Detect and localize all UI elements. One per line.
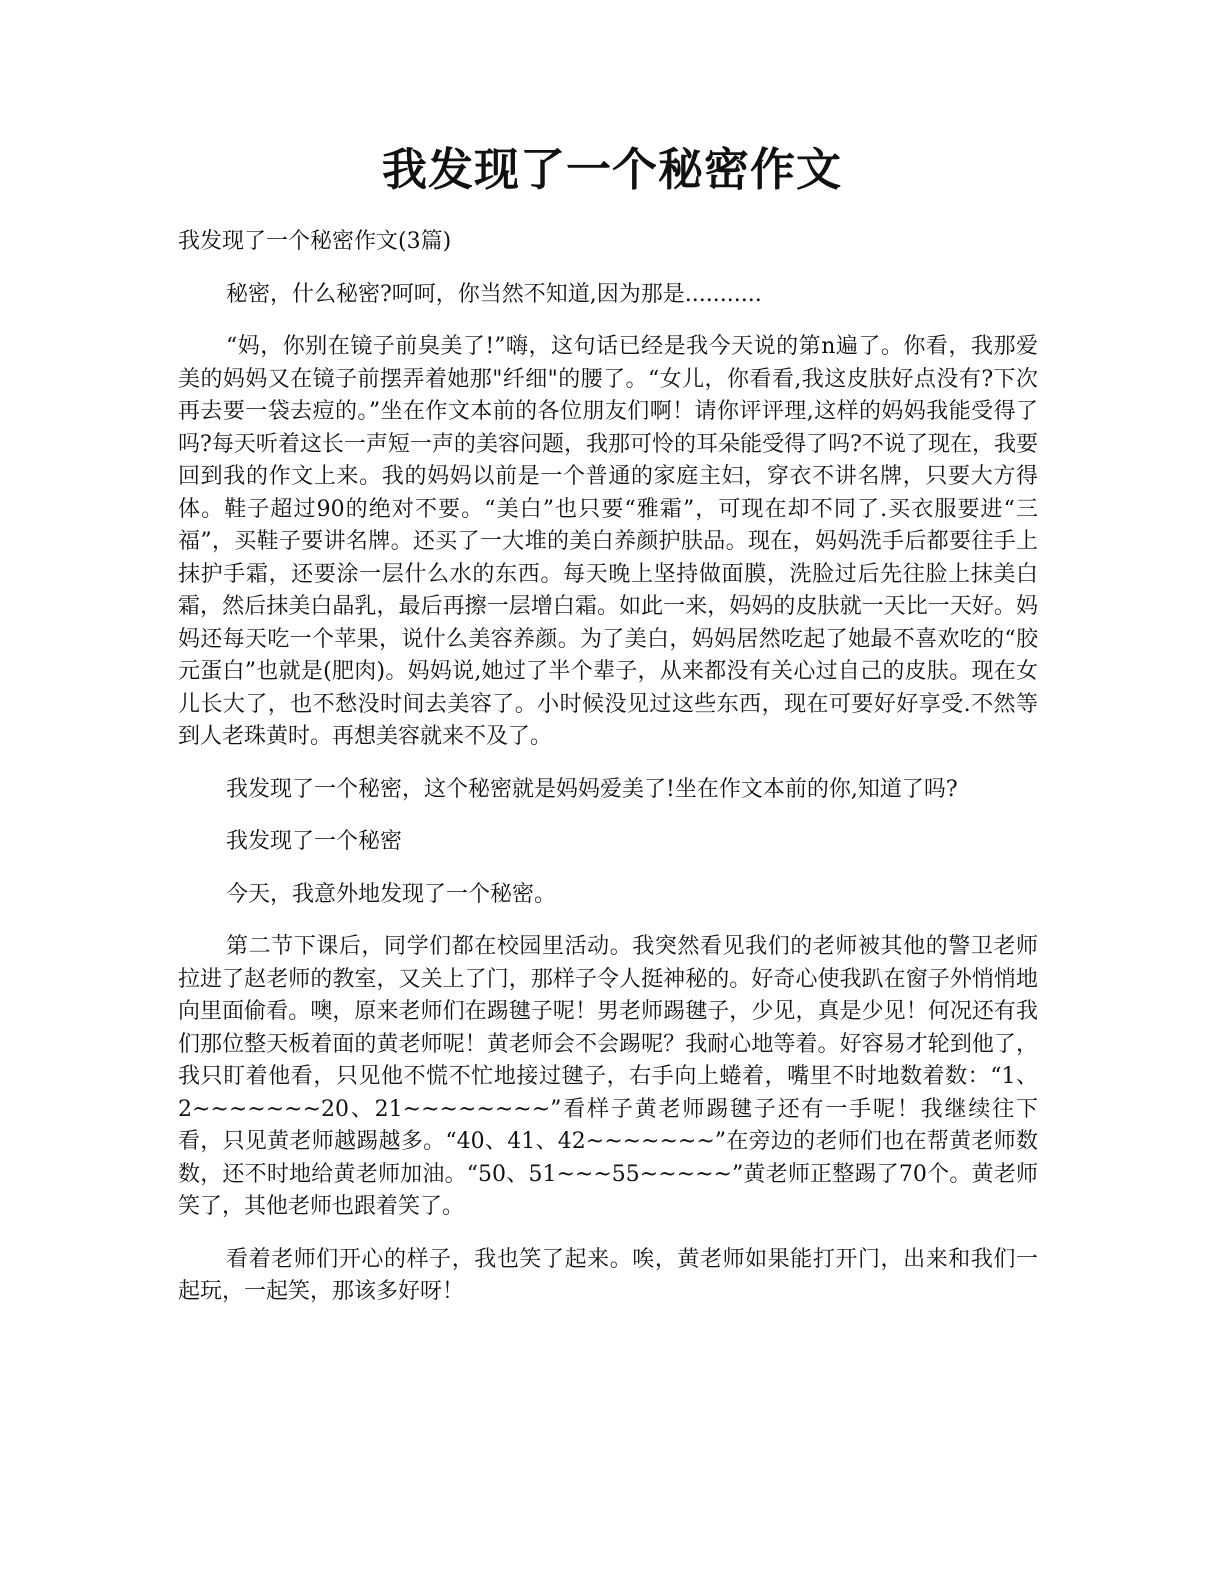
paragraph: 看着老师们开心的样子，我也笑了起来。唉，黄老师如果能打开门，出来和我们一起玩，一起笑，那该多好呀！	[178, 1246, 1038, 1304]
paragraph: “妈，你别在镜子前臭美了!”嗨，这句话已经是我今天说的第n遍了。你看，我那爱美的妈妈又在镜子前摆弄着她那"纤细"的腰了。“女儿，你看看,我这皮肤好点没有?下次再去要一袋去痘的。”坐在作文本前的各位朋友们啊！请你评评理,这样的妈妈我能受得了吗?每天听着这长一声短一声的美容问题，我那可怜的耳朵能受得了吗?不说了现在，我要回到我的作文上来。我的妈妈以前是一个普通的家庭主妇，穿衣不讲名牌，只要大方得体。鞋子超过90的绝对不要。“美白”也只要“雅霜”，可现在却不同了.买衣服要进“三福”，买鞋子要讲名牌。还买了一大堆的美白养颜护肤品。现在，妈妈洗手后都要往手上抹护手霜，还要涂一层什么水的东西。每天晚上坚持做面膜，洗脸过后先往脸上抹美白霜，然后抹美白晶乳，最后再擦一层增白霜。如此一来，妈妈的皮肤就一天比一天好。妈妈还每天吃一个苹果，说什么美容养颜。为了美白，妈妈居然吃起了她最不喜欢吃的“胶元蛋白”也就是(肥肉)。妈妈说,她过了半个辈子，从来都没有关心过自己的皮肤。现在女儿长大了，也不愁没时间去美容了。小时候没见过这些东西，现在可要好好享受.不然等到人老珠黄时。再想美容就来不及了。	[178, 334, 1038, 749]
document-subtitle: 我发现了一个秘密作文(3篇)	[178, 229, 452, 254]
paragraph: 第二节下课后，同学们都在校园里活动。我突然看见我们的老师被其他的警卫老师拉进了赵老师的教室，又关上了门，那样子令人挺神秘的。好奇心使我趴在窗子外悄悄地向里面偷看。噢，原来老师们在踢毽子呢！男老师踢毽子，少见，真是少见！何况还有我们那位整天板着面的黄老师呢！黄老师会不会踢呢？我耐心地等着。好容易才轮到他了，我只盯着他看，只见他不慌不忙地接过毽子，右手向上蜷着，嘴里不时地数着数：“1、2~~~~~~~20、21~~~~~~~~”看样子黄老师踢毽子还有一手呢！我继续往下看，只见黄老师越踢越多。“40、41、42~~~~~~~”在旁边的老师们也在帮黄老师数数，还不时地给黄老师加油。“50、51~~~55~~~~~”黄老师正整踢了70个。黄老师笑了，其他老师也跟着笑了。	[178, 934, 1038, 1219]
paragraph: 我发现了一个秘密	[226, 829, 403, 854]
paragraph: 今天，我意外地发现了一个秘密。	[226, 881, 557, 907]
paragraph: 我发现了一个秘密，这个秘密就是妈妈爱美了!坐在作文本前的你,知道了吗?	[226, 776, 958, 802]
document-title: 我发现了一个秘密作文	[381, 143, 842, 196]
paragraph: 秘密，什么秘密?呵呵，你当然不知道,因为那是...........	[226, 281, 762, 307]
document-body	[178, 226, 1038, 1329]
